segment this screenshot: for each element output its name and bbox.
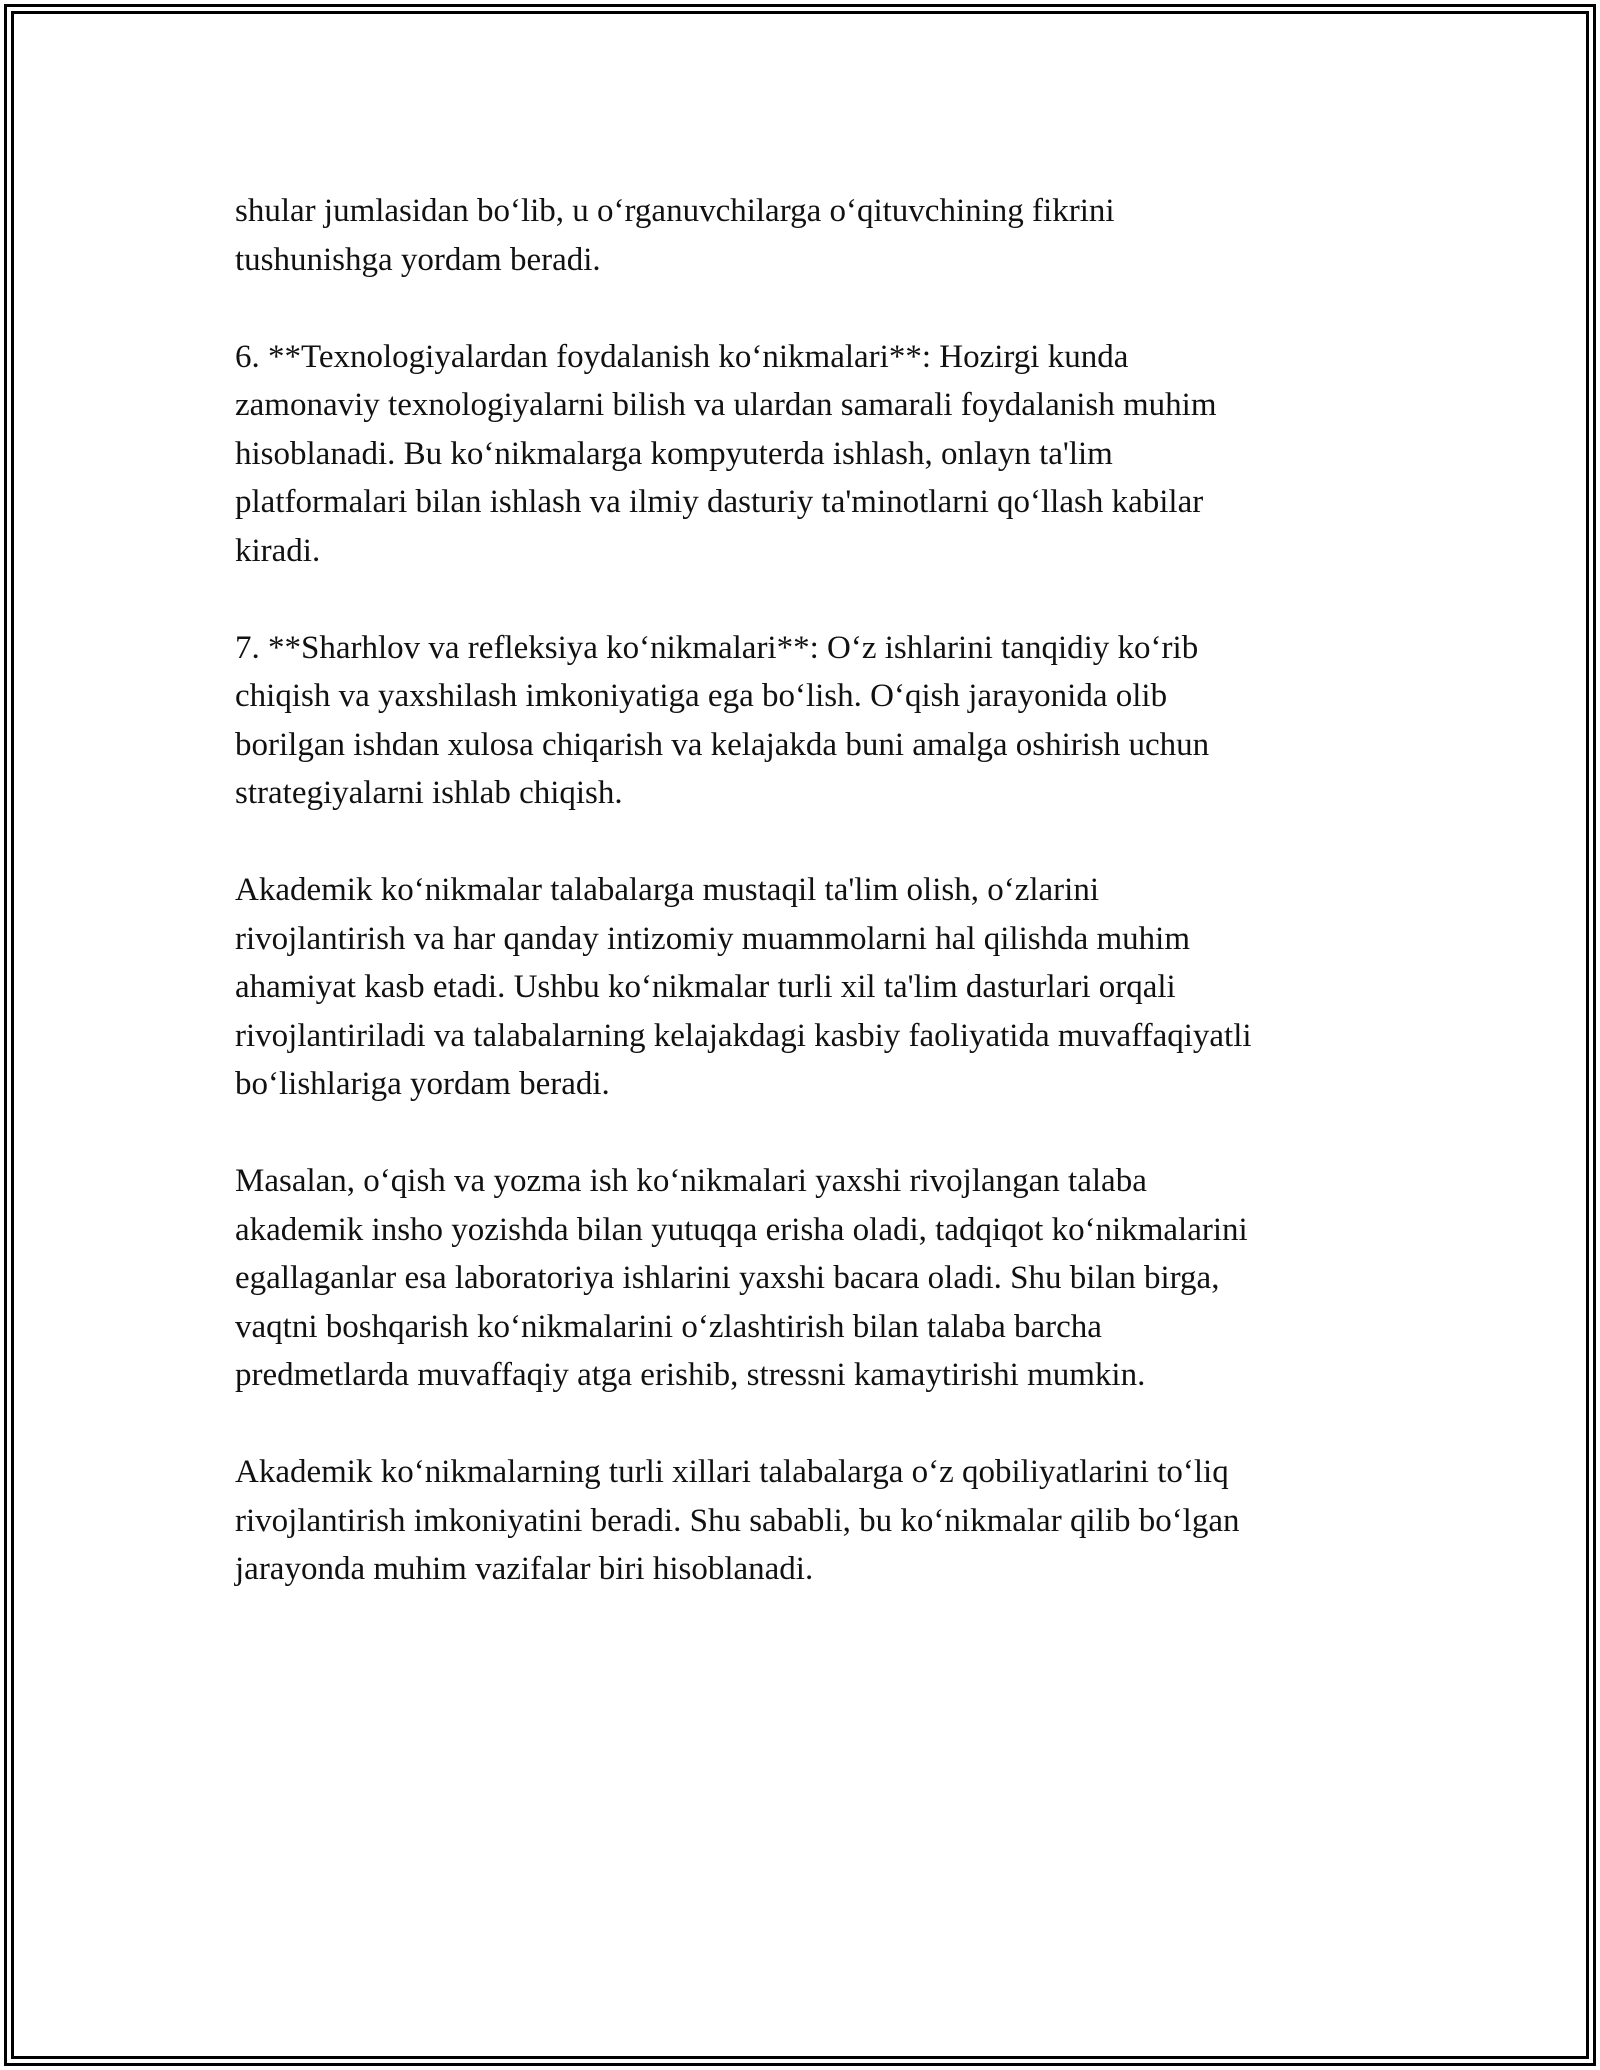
text-line: chiqish va yaxshilash imkoniyatiga ega boʻlish. Oʻqish jarayonida olib bbox=[235, 678, 1168, 714]
text-line: rivojlantirish imkoniyatini beradi. Shu sababli, bu koʻnikmalar qilib boʻlgan bbox=[235, 1502, 1240, 1539]
text-line: 7. **Sharhlov va refleksiya koʻnikmalari**: Oʻz ishlarini tanqidiy koʻrib bbox=[235, 629, 1199, 666]
text-line: zamonaviy texnologiyalarni bilish va ulardan samarali foydalanish muhim bbox=[235, 387, 1217, 423]
text-line: jarayonda muhim vazifalar biri hisoblanadi. bbox=[235, 1551, 814, 1587]
text-line: boʻlishlariga yordam beradi. bbox=[235, 1066, 610, 1102]
paragraph-1 bbox=[235, 187, 1385, 284]
document-body bbox=[235, 187, 1385, 1642]
text-line: tushunishga yordam beradi. bbox=[235, 241, 601, 278]
text-line: ahamiyat kasb etadi. Ushbu koʻnikmalar turli xil ta'lim dasturlari orqali bbox=[235, 969, 1176, 1005]
text-line: kiradi. bbox=[235, 532, 321, 569]
text-line: Masalan, oʻqish va yozma ish koʻnikmalari yaxshi rivojlangan talaba bbox=[235, 1163, 1147, 1199]
text-line: rivojlantiriladi va talabalarning kelajakdagi kasbiy faoliyatida muvaffaqiyatli bbox=[235, 1017, 1252, 1054]
text-line: rivojlantirish va har qanday intizomiy muammolarni hal qilishda muhim bbox=[235, 920, 1190, 957]
paragraph-3 bbox=[235, 624, 1385, 818]
text-line: vaqtni boshqarish koʻnikmalarini oʻzlashtirish bilan talaba barcha bbox=[235, 1308, 1102, 1345]
text-line: egallaganlar esa laboratoriya ishlarini yaxshi bacara oladi. Shu bilan birga, bbox=[235, 1260, 1220, 1296]
paragraph-4 bbox=[235, 866, 1385, 1109]
text-line: shular jumlasidan boʻlib, u oʻrganuvchilarga oʻqituvchining fikrini bbox=[235, 193, 1115, 229]
text-line: 6. **Texnologiyalardan foydalanish koʻnikmalari**: Hozirgi kunda bbox=[235, 338, 1129, 375]
text-line: Akademik koʻnikmalar talabalarga mustaqil ta'lim olish, oʻzlarini bbox=[235, 872, 1100, 908]
text-line: akademik insho yozishda bilan yutuqqa erisha oladi, tadqiqot koʻnikmalarini bbox=[235, 1211, 1248, 1248]
paragraph-2 bbox=[235, 333, 1385, 576]
paragraph-5 bbox=[235, 1157, 1385, 1400]
text-line: predmetlarda muvaffaqiy atga erishib, stressni kamaytirishi mumkin. bbox=[235, 1357, 1146, 1393]
text-line: hisoblanadi. Bu koʻnikmalarga kompyuterda ishlash, onlayn ta'lim bbox=[235, 435, 1113, 472]
text-line: strategiyalarni ishlab chiqish. bbox=[235, 775, 623, 811]
text-line: borilgan ishdan xulosa chiqarish va kelajakda buni amalga oshirish uchun bbox=[235, 726, 1210, 763]
paragraph-6 bbox=[235, 1448, 1385, 1594]
text-line: Akademik koʻnikmalarning turli xillari talabalarga oʻz qobiliyatlarini toʻliq bbox=[235, 1454, 1229, 1490]
text-line: platformalari bilan ishlash va ilmiy dasturiy ta'minotlarni qoʻllash kabilar bbox=[235, 484, 1204, 520]
